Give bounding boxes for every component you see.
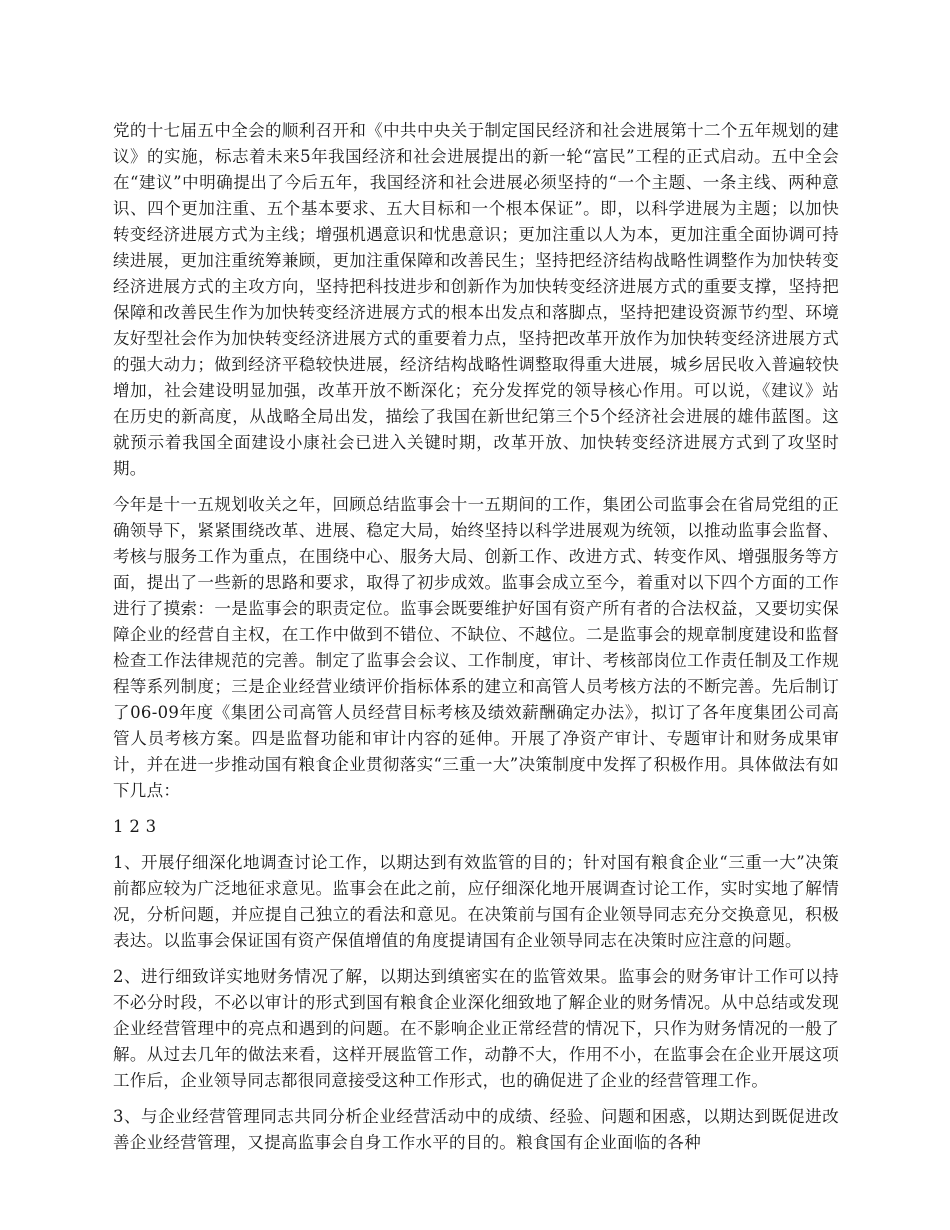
paragraph-item-3: 3、与企业经营管理同志共同分析企业经营活动中的成绩、经验、问题和困惑，以期达到既促进改善企业经营管理，又提高监事会自身工作水平的目的。粮食国有企业面临的各种 [113,1107,839,1152]
paragraph-intro: 党的十七届五中全会的顺利召开和《中共中央关于制定国民经济和社会进展第十二个五年规划的建议》的实施，标志着未来5年我国经济和社会进展提出的新一轮“富民”工程的正式启动。五中全会在“建议”中明确提出了今后五年，我国经济和社会进展必须坚持的“一个主题、一条主线、两种意识、四个更加注重、五个基本要求、五大目标和一个根本保证”。即，以科学进展为主题；以加快转变经济进展方式为主线；增强机遇意识和忧患意识；更加注重以人为本，更加注重全面协调可持续进展，更加注重统筹兼顾，更加注重保障和改善民生；坚持把经济结构战略性调整作为加快转变经济进展方式的主攻方向，坚持把科技进步和创新作为加快转变经济进展方式的重要支撑，坚持把保障和改善民生作为加快转变经济进展方式的根本出发点和落脚点，坚持把建设资源节约型、环境友好型社会作为加快转变经济进展方式的重要着力点，坚持把改革开放作为加快转变经济进展方式的强大动力；做到经济平稳较快进展，经济结构战略性调整取得重大进展，城乡居民收入普遍较快增加，社会建设明显加强，改革开放不断深化；充分发挥党的领导核心作用。可以说，《建议》站在历史的新高度，从战略全局出发，描绘了我国在新世纪第三个5个经济社会进展的雄伟蓝图。这就预示着我国全面建设小康社会已进入关键时期，改革开放、加快转变经济进展方式到了攻坚时期。 [113,121,839,478]
document-body [113,118,839,1166]
paragraph-numbers: 1 2 3 [113,817,157,836]
paragraph-item-2: 2、进行细致详实地财务情况了解，以期达到缜密实在的监管效果。监事会的财务审计工作可以持不必分时段，不必以审计的形式到国有粮食企业深化细致地了解企业的财务情况。从中总结或发现企业经营管理中的亮点和遇到的问题。在不影响企业正常经营的情况下，只作为财务情况的一般了解。从过去几年的做法来看，这样开展监管工作，动静不大，作用不小，在监事会在企业开展这项工作后，企业领导同志都很同意接受这种工作形式，也的确促进了企业的经营管理工作。 [113,967,839,1090]
paragraph-review: 今年是十一五规划收关之年，回顾总结监事会十一五期间的工作，集团公司监事会在省局党组的正确领导下，紧紧围绕改革、进展、稳定大局，始终坚持以科学进展观为统领，以推动监事会监督、考核与服务工作为重点，在围绕中心、服务大局、创新工作、改进方式、转变作风、增强服务等方面，提出了一些新的思路和要求，取得了初步成效。监事会成立至今，着重对以下四个方面的工作进行了摸索：一是监事会的职责定位。监事会既要维护好国有资产所有者的合法权益，又要切实保障企业的经营自主权，在工作中做到不错位、不缺位、不越位。二是监事会的规章制度建设和监督检查工作法律规范的完善。制定了监事会会议、工作制度，审计、考核部岗位工作责任制及工作规程等系列制度；三是企业经营业绩评价指标体系的建立和高管人员考核方法的不断完善。先后制订了06-09年度《集团公司高管人员经营目标考核及绩效薪酬确定办法》，拟订了各年度集团公司高管人员考核方案。四是监督功能和审计内容的延伸。开展了净资产审计、专题审计和财务成果审计，并在进一步推动国有粮食企业贯彻落实“三重一大”决策制度中发挥了积极作用。具体做法有如下几点： [113,495,839,800]
paragraph-item-1: 1、开展仔细深化地调查讨论工作，以期达到有效监管的目的；针对国有粮食企业“三重一大”决策前都应较为广泛地征求意见。监事会在此之前，应仔细深化地开展调查讨论工作，实时实地了解情况，分析问题，并应提自己独立的看法和意见。在决策前与国有企业领导同志充分交换意见，积极表达。以监事会保证国有资产保值增值的角度提请国有企业领导同志在决策时应注意的问题。 [113,853,839,950]
